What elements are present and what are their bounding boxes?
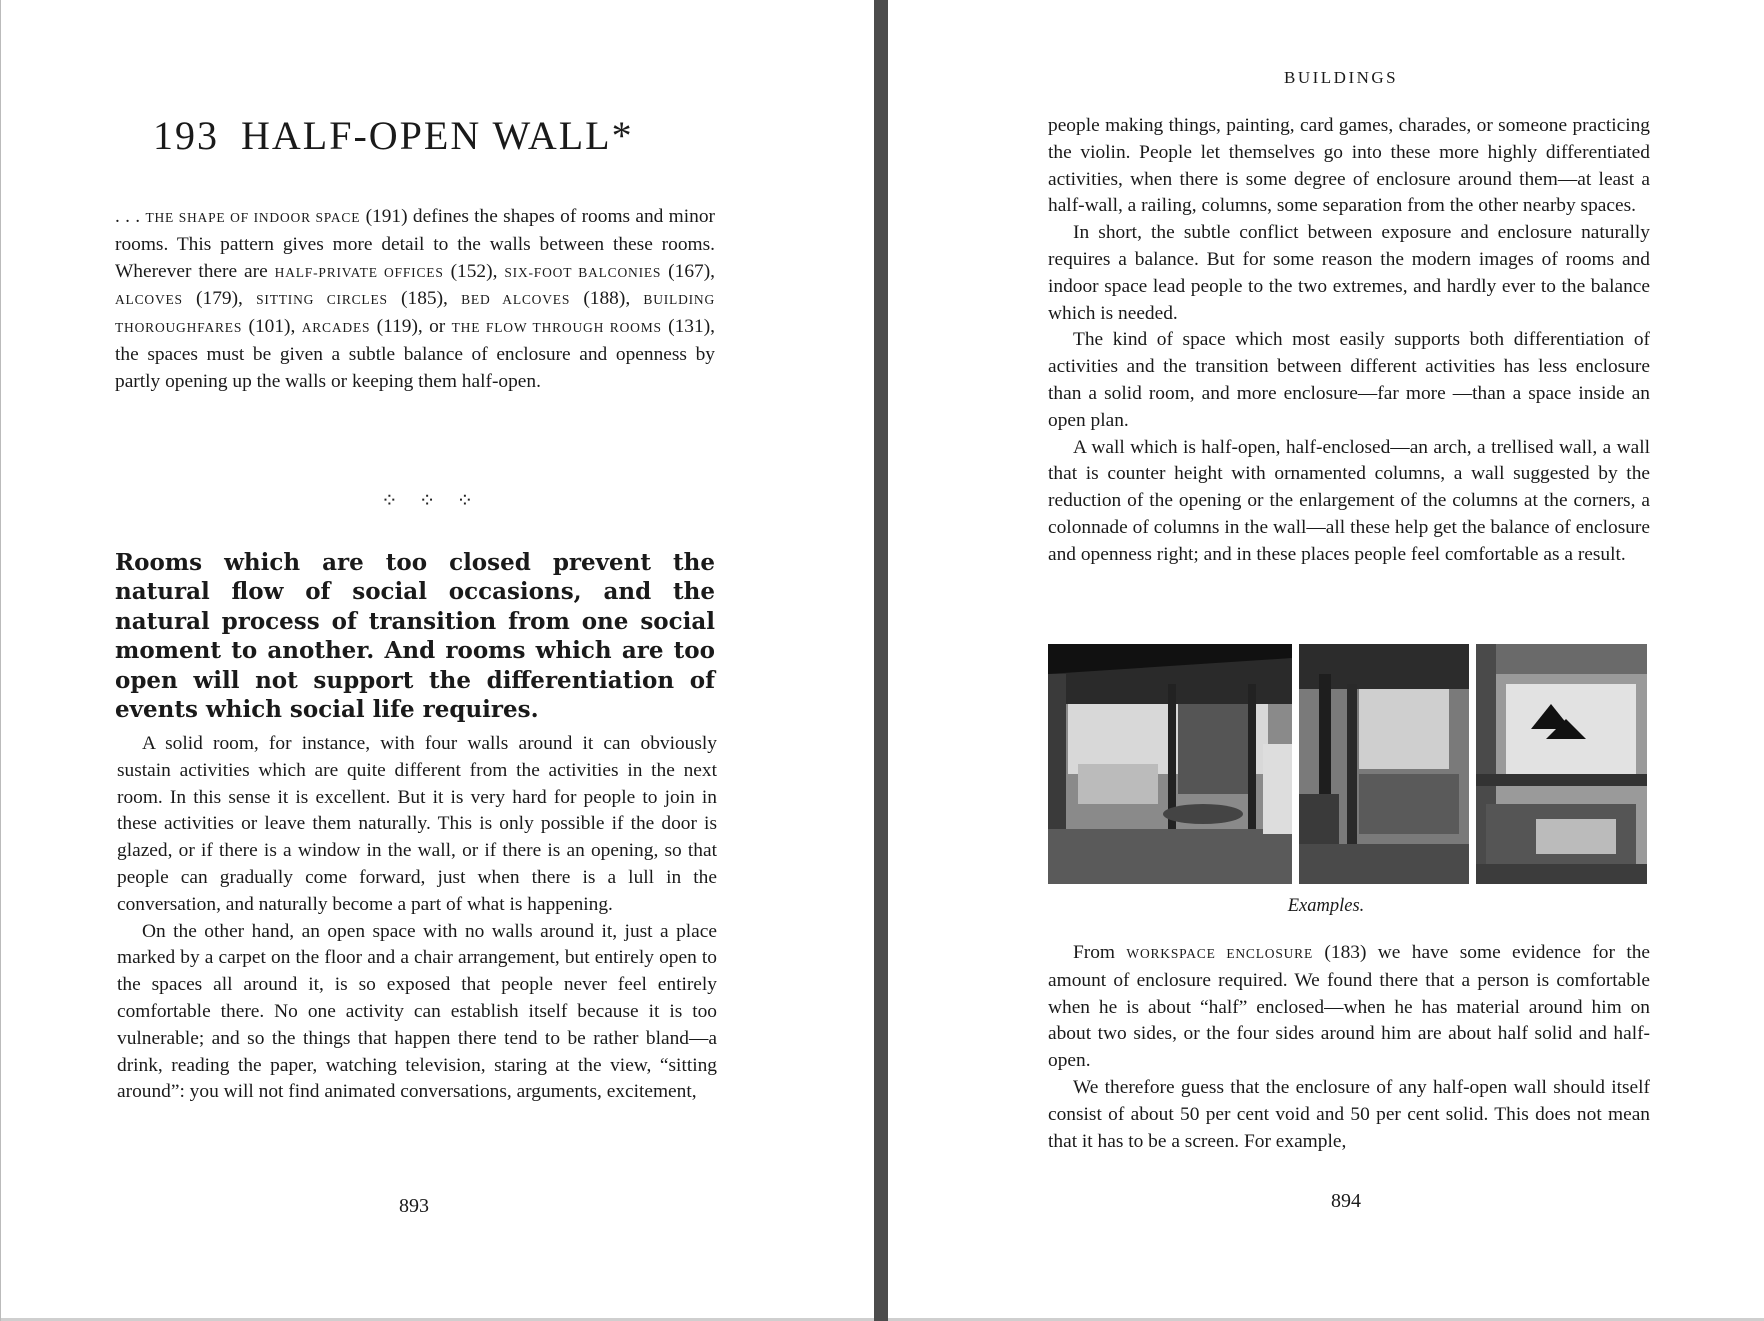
pattern-reference: ALCOVES <box>115 292 183 308</box>
pattern-reference: HALF-PRIVATE OFFICES <box>274 264 444 280</box>
context-text-run: (185), <box>387 288 462 310</box>
running-head: BUILDINGS <box>1284 68 1399 87</box>
section-separator: ⁘ ⁘ ⁘ <box>381 490 482 512</box>
pattern-title <box>153 112 634 159</box>
context-text <box>115 204 715 396</box>
page-number: 893 <box>399 1195 429 1217</box>
right-body-text-2 <box>1048 940 1650 1155</box>
page-number: 894 <box>1331 1190 1361 1212</box>
pattern-reference: THE FLOW THROUGH ROOMS <box>451 320 662 336</box>
pattern-reference: THE SHAPE OF INDOOR SPACE <box>145 210 361 225</box>
body-paragraph: In short, the subtle conflict between exposure and enclosure naturally requires a balance. But for some reason the modern images of rooms and indoor space lead people to the two extremes, and hardly ever to the balance which is needed. <box>1048 222 1650 324</box>
context-lead: . . . <box>115 206 146 227</box>
pattern-number: 193 <box>153 113 219 158</box>
left-page <box>0 0 874 1321</box>
paragraph-lead: From <box>1073 942 1127 963</box>
pattern-reference: WORKSPACE ENCLOSURE <box>1126 946 1314 961</box>
paragraph-text: (183) we have some evidence for the amount of enclosure required. We found there that a person is comfortable when he is about “half” enclosed—when he has material around him on about two sides, or the four sides around him are about half solid and half-open. <box>1048 942 1651 1072</box>
context-text-run: (188), <box>570 288 644 310</box>
body-paragraph: A wall which is half-open, half-enclosed—an arch, a trellised wall, a wall that is counter height with ornamented columns, a wall suggested by the reduction of the opening or the enlargement of the columns at the corners, a colonnade of columns in the wall—all these help get the balance of enclosure and openness right; and in these places people feel comfortable as a result. <box>1048 436 1650 565</box>
body-paragraph: The kind of space which most easily supports both differentiation of activities and the transition between different activities has less enclosure than a solid room, and more enclosure—far more —than a space inside an open plan. <box>1048 329 1650 431</box>
right-body-text <box>1048 113 1650 569</box>
left-body-text <box>117 731 717 1106</box>
context-text-run: (101), <box>242 316 302 338</box>
pattern-reference: SIX-FOOT BALCONIES <box>504 264 662 280</box>
context-text-run: (119), or <box>370 316 452 338</box>
body-paragraph: We therefore guess that the enclosure of any half-open wall should itself consist of about 50 per cent void and 50 per cent solid. This does not mean that it has to be a screen. For example, <box>1048 1076 1650 1152</box>
body-paragraph: A solid room, for instance, with four walls around it can obviously sustain activities which are quite different from the activities in the next room. In this sense it is excellent. But it is very hard for people to join in these activities or leave them naturally. This is only possible if the door is glazed, or if there is a window in the wall, or if there is an opening, so that people can gradually come forward, just when there is a lull in the conversation, and naturally become a part of what is happening. <box>117 733 717 915</box>
pattern-reference: SITTING CIRCLES <box>256 292 388 308</box>
porch-photo <box>1048 644 1292 884</box>
context-text-run: (167), <box>661 260 716 282</box>
context-text-run: (131), the spaces must be given a subtle balance of enclosure and openness by partly opening up the walls or keeping them half-open. <box>115 316 715 392</box>
body-paragraph <box>1048 940 1650 1075</box>
body-paragraph: people making things, painting, card games, charades, or someone practicing the violin. People let themselves go into these more highly differentiated activities, when there is some degree of enclosure around them—at least a half-wall, a railing, columns, some separation from the other nearby spaces. <box>1048 115 1650 217</box>
page-gutter <box>874 0 888 1321</box>
pattern-reference: BUILDING THOROUGHFARES <box>115 292 716 336</box>
context-text-run: (152), <box>443 260 505 282</box>
body-paragraph: On the other hand, an open space with no walls around it, just a place marked by a carpet on the floor and a chair arrangement, but entirely open to the spaces all around it, is so exposed that people never feel entirely comfortable there. No one activity can establish itself because it is too vulnerable; and so the things that happen there tend to be rather bland—a drink, reading the paper, watching television, staring at the view, “sitting around”: you will not find animated conversations, arguments, excitement, <box>117 920 717 1103</box>
example-photographs <box>1048 644 1647 884</box>
pattern-name: HALF-OPEN WALL* <box>241 113 634 158</box>
figure-caption: Examples. <box>1287 896 1365 916</box>
context-text-run: (179), <box>182 288 257 310</box>
pattern-reference: ARCADES <box>301 320 371 336</box>
pattern-reference: BED ALCOVES <box>461 292 571 308</box>
context-paragraph <box>115 204 715 396</box>
workshop-photo <box>1476 644 1647 884</box>
problem-statement: Rooms which are too closed prevent the natural flow of social occasions, and the natural process of transition from one social moment to another. And rooms which are too open will not support the differentiation of events which social life requires. <box>115 549 715 724</box>
context-text-run: (191) defines the shapes of rooms and minor rooms. This pattern gives more detail to the walls between these rooms. Wherever there are <box>115 206 715 282</box>
parlor-photo <box>1299 644 1469 884</box>
right-page <box>888 0 1764 1321</box>
